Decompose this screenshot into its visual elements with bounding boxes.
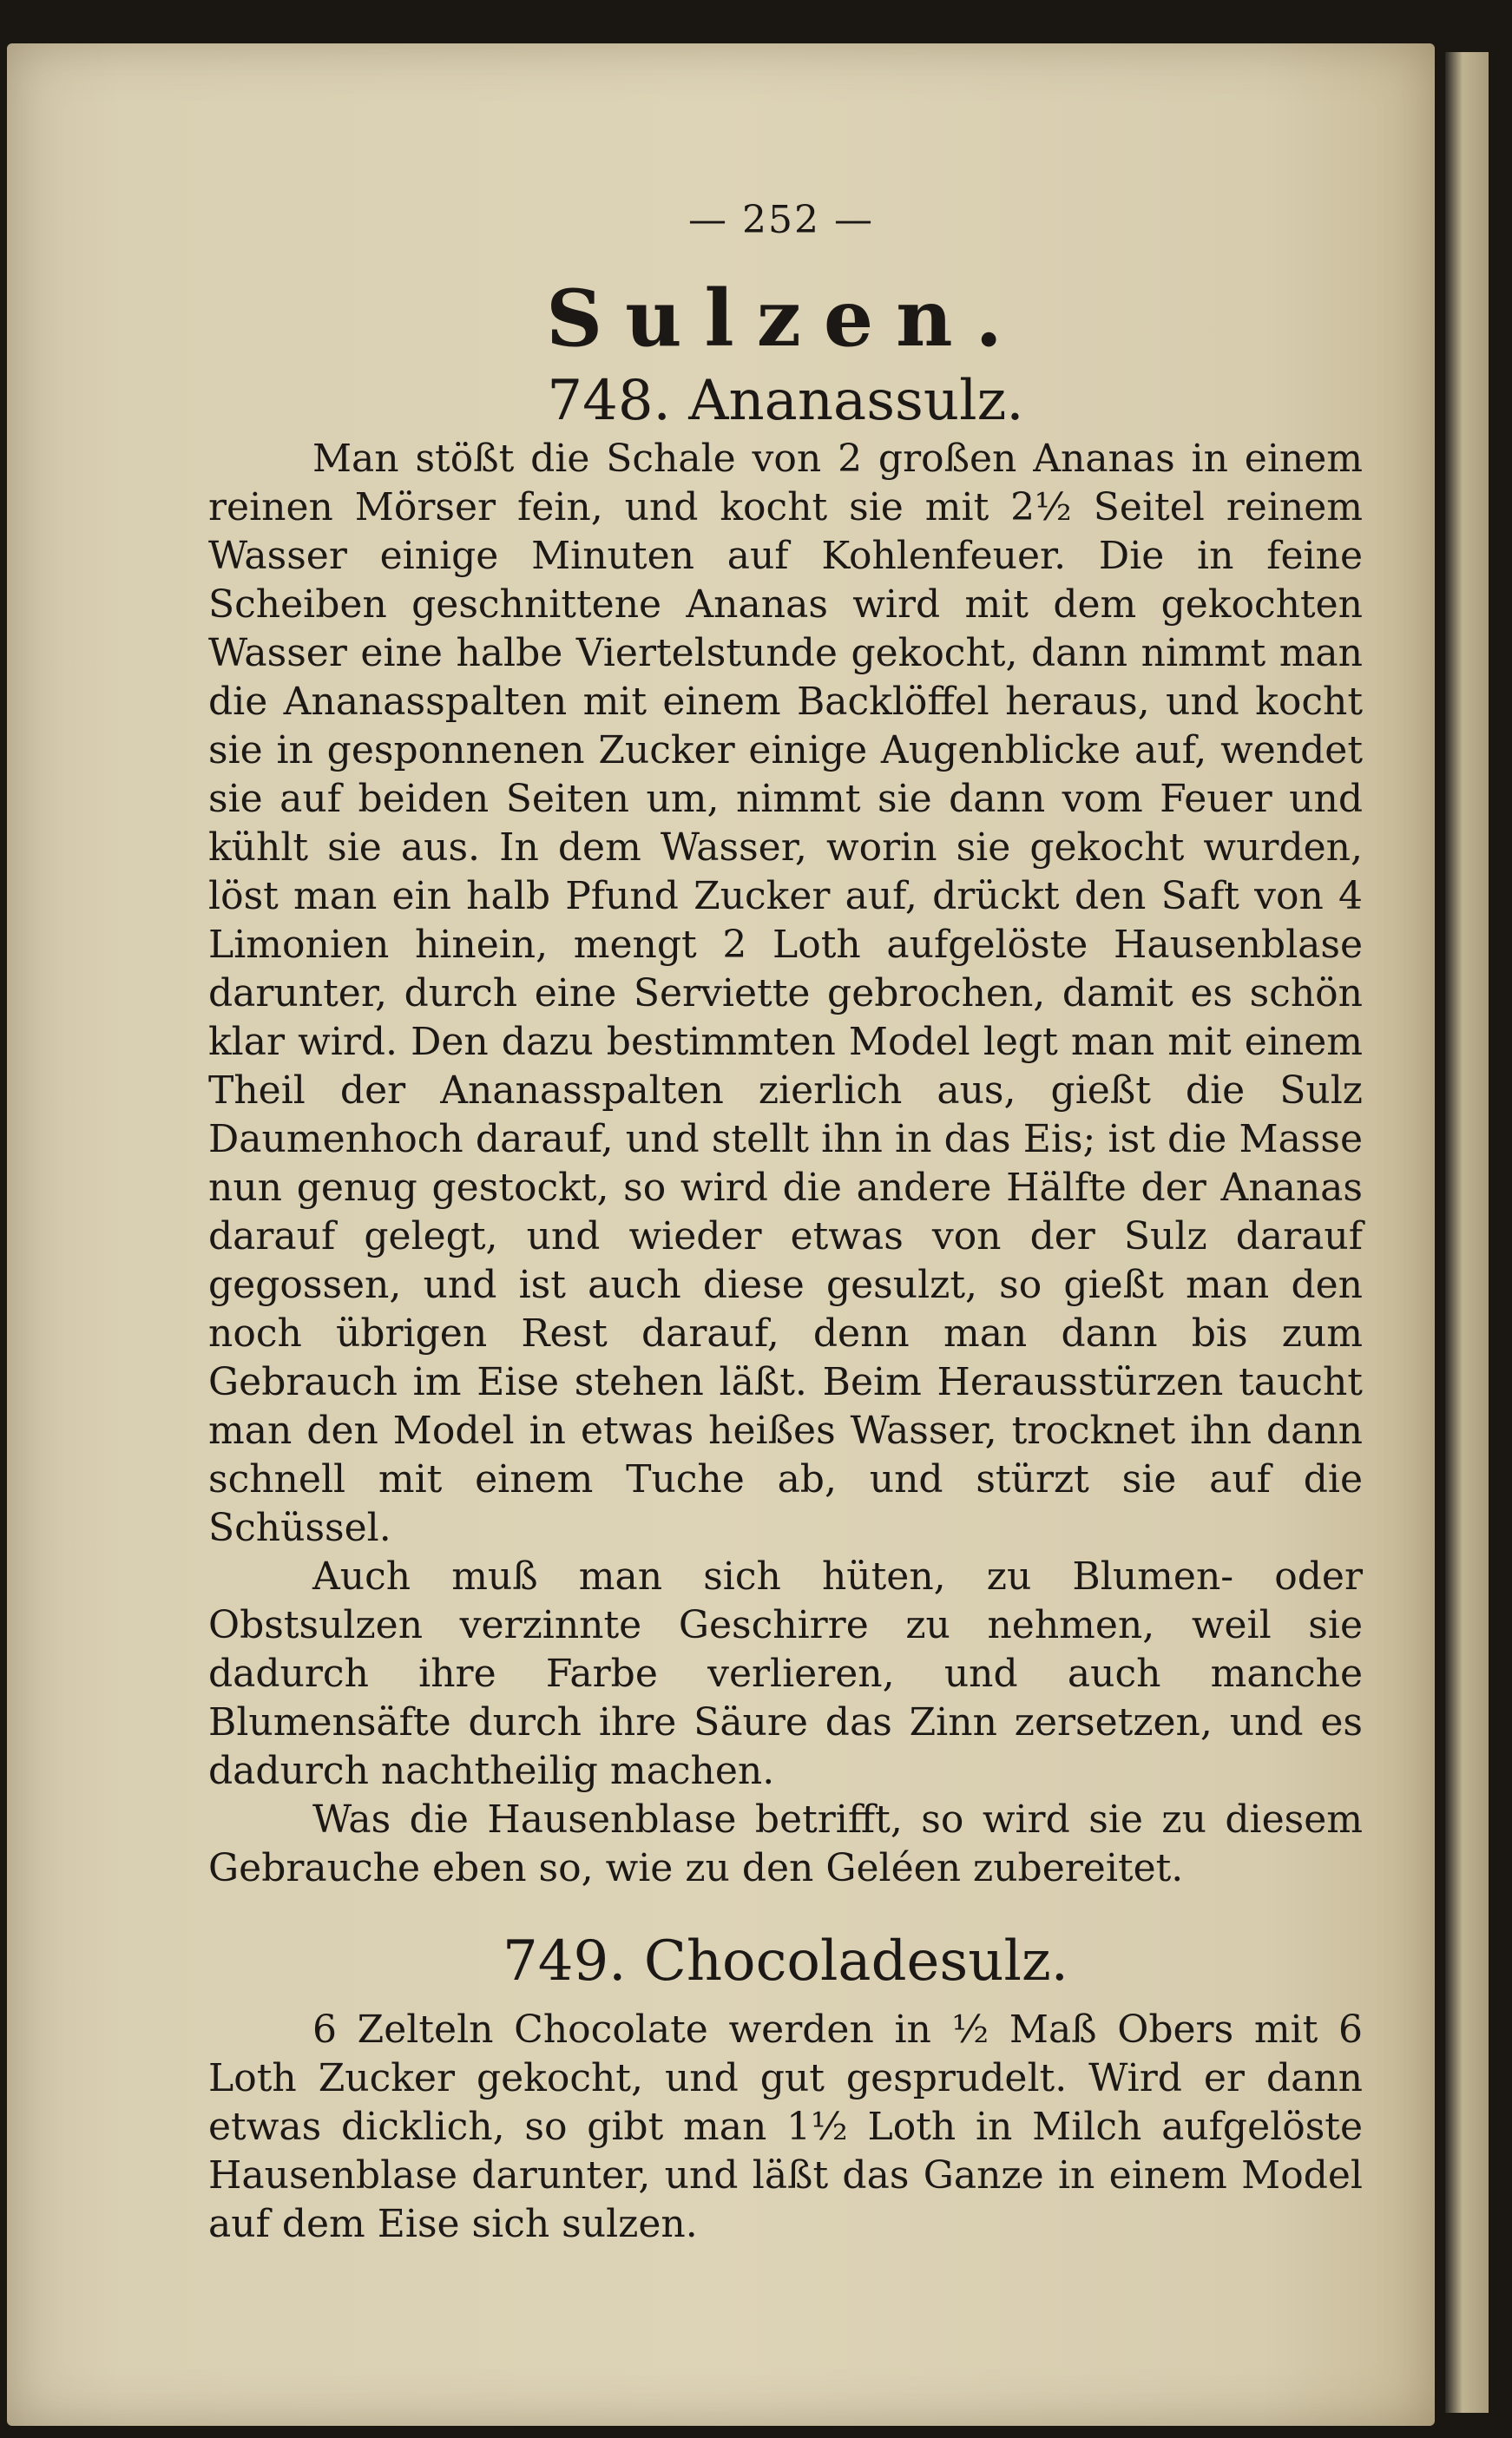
page-content: [208, 198, 1363, 2249]
recipe-749: [208, 1928, 1363, 2249]
adjacent-page-edge: [1445, 52, 1489, 2413]
recipe-title: 749. Chocoladesulz.: [503, 1929, 1068, 1994]
recipe-paragraph: Was die Hausenblase betrifft, so wird sie zu diesem Gebrauche eben so, wie zu den Geléen zubereitet.: [208, 1797, 1363, 1890]
page-number: — 252 —: [688, 198, 874, 242]
recipe-paragraph: Man stößt die Schale von 2 großen Ananas in einem reinen Mörser fein, und kocht sie mit 2½ Seitel reinem Wasser einige Minuten auf Kohlenfeuer. Die in feine Scheiben geschnittene Ananas wird mit dem gekochten Wasser eine halbe Viertelstunde gekocht, dann nimmt man die Ananasspalten mit einem Backlöffel heraus, und kocht sie in gesponnenen Zucker einige Augenblicke auf, wendet sie auf beiden Seiten um, nimmt sie dann vom Feuer und kühlt sie aus. In dem Wasser, worin sie gekocht wurden, löst man ein halb Pfund Zucker auf, drückt den Saft von 4 Limonien hinein, mengt 2 Loth aufgelöste Hausenblase darunter, durch eine Serviette gebrochen, damit es schön klar wird. Den dazu bestimmten Model legt man mit einem Theil der Ananasspalten zierlich aus, gießt die Sulz Daumenhoch darauf, und stellt ihn in das Eis; ist die Masse nun genug gestockt, so wird die andere Hälfte der Ananas darauf gelegt, und wieder etwas von der Sulz darauf gegossen, und ist auch diese gesulzt, so gießt man den noch übrigen Rest darauf, denn man dann bis zum Gebrauch im Eise stehen läßt. Beim Herausstürzen taucht man den Model in etwas heißes Wasser, trocknet ihn dann schnell mit einem Tuche ab, und stürzt sie auf die Schüssel.: [208, 437, 1363, 1550]
recipe-paragraph: Auch muß man sich hüten, zu Blumen- oder Obstsulzen verzinnte Geschirre zu nehmen, weil sie dadurch ihre Farbe verlieren, und auch manche Blumensäfte durch ihre Säure das Zinn zersetzen, und es dadurch nachtheilig machen.: [208, 1554, 1363, 1793]
section-title: Sulzen.: [546, 273, 1025, 365]
recipe-paragraph: 6 Zelteln Chocolate werden in ½ Maß Obers mit 6 Loth Zucker gekocht, und gut gesprudelt. Wird er dann etwas dicklich, so gibt man 1½ Loth in Milch aufgelöste Hausenblase darunter, und läßt das Ganze in einem Model auf dem Eise sich sulzen.: [208, 2008, 1363, 2246]
recipe-title: 748. Ananassulz.: [547, 369, 1024, 433]
recipe-748: [208, 367, 1363, 1893]
